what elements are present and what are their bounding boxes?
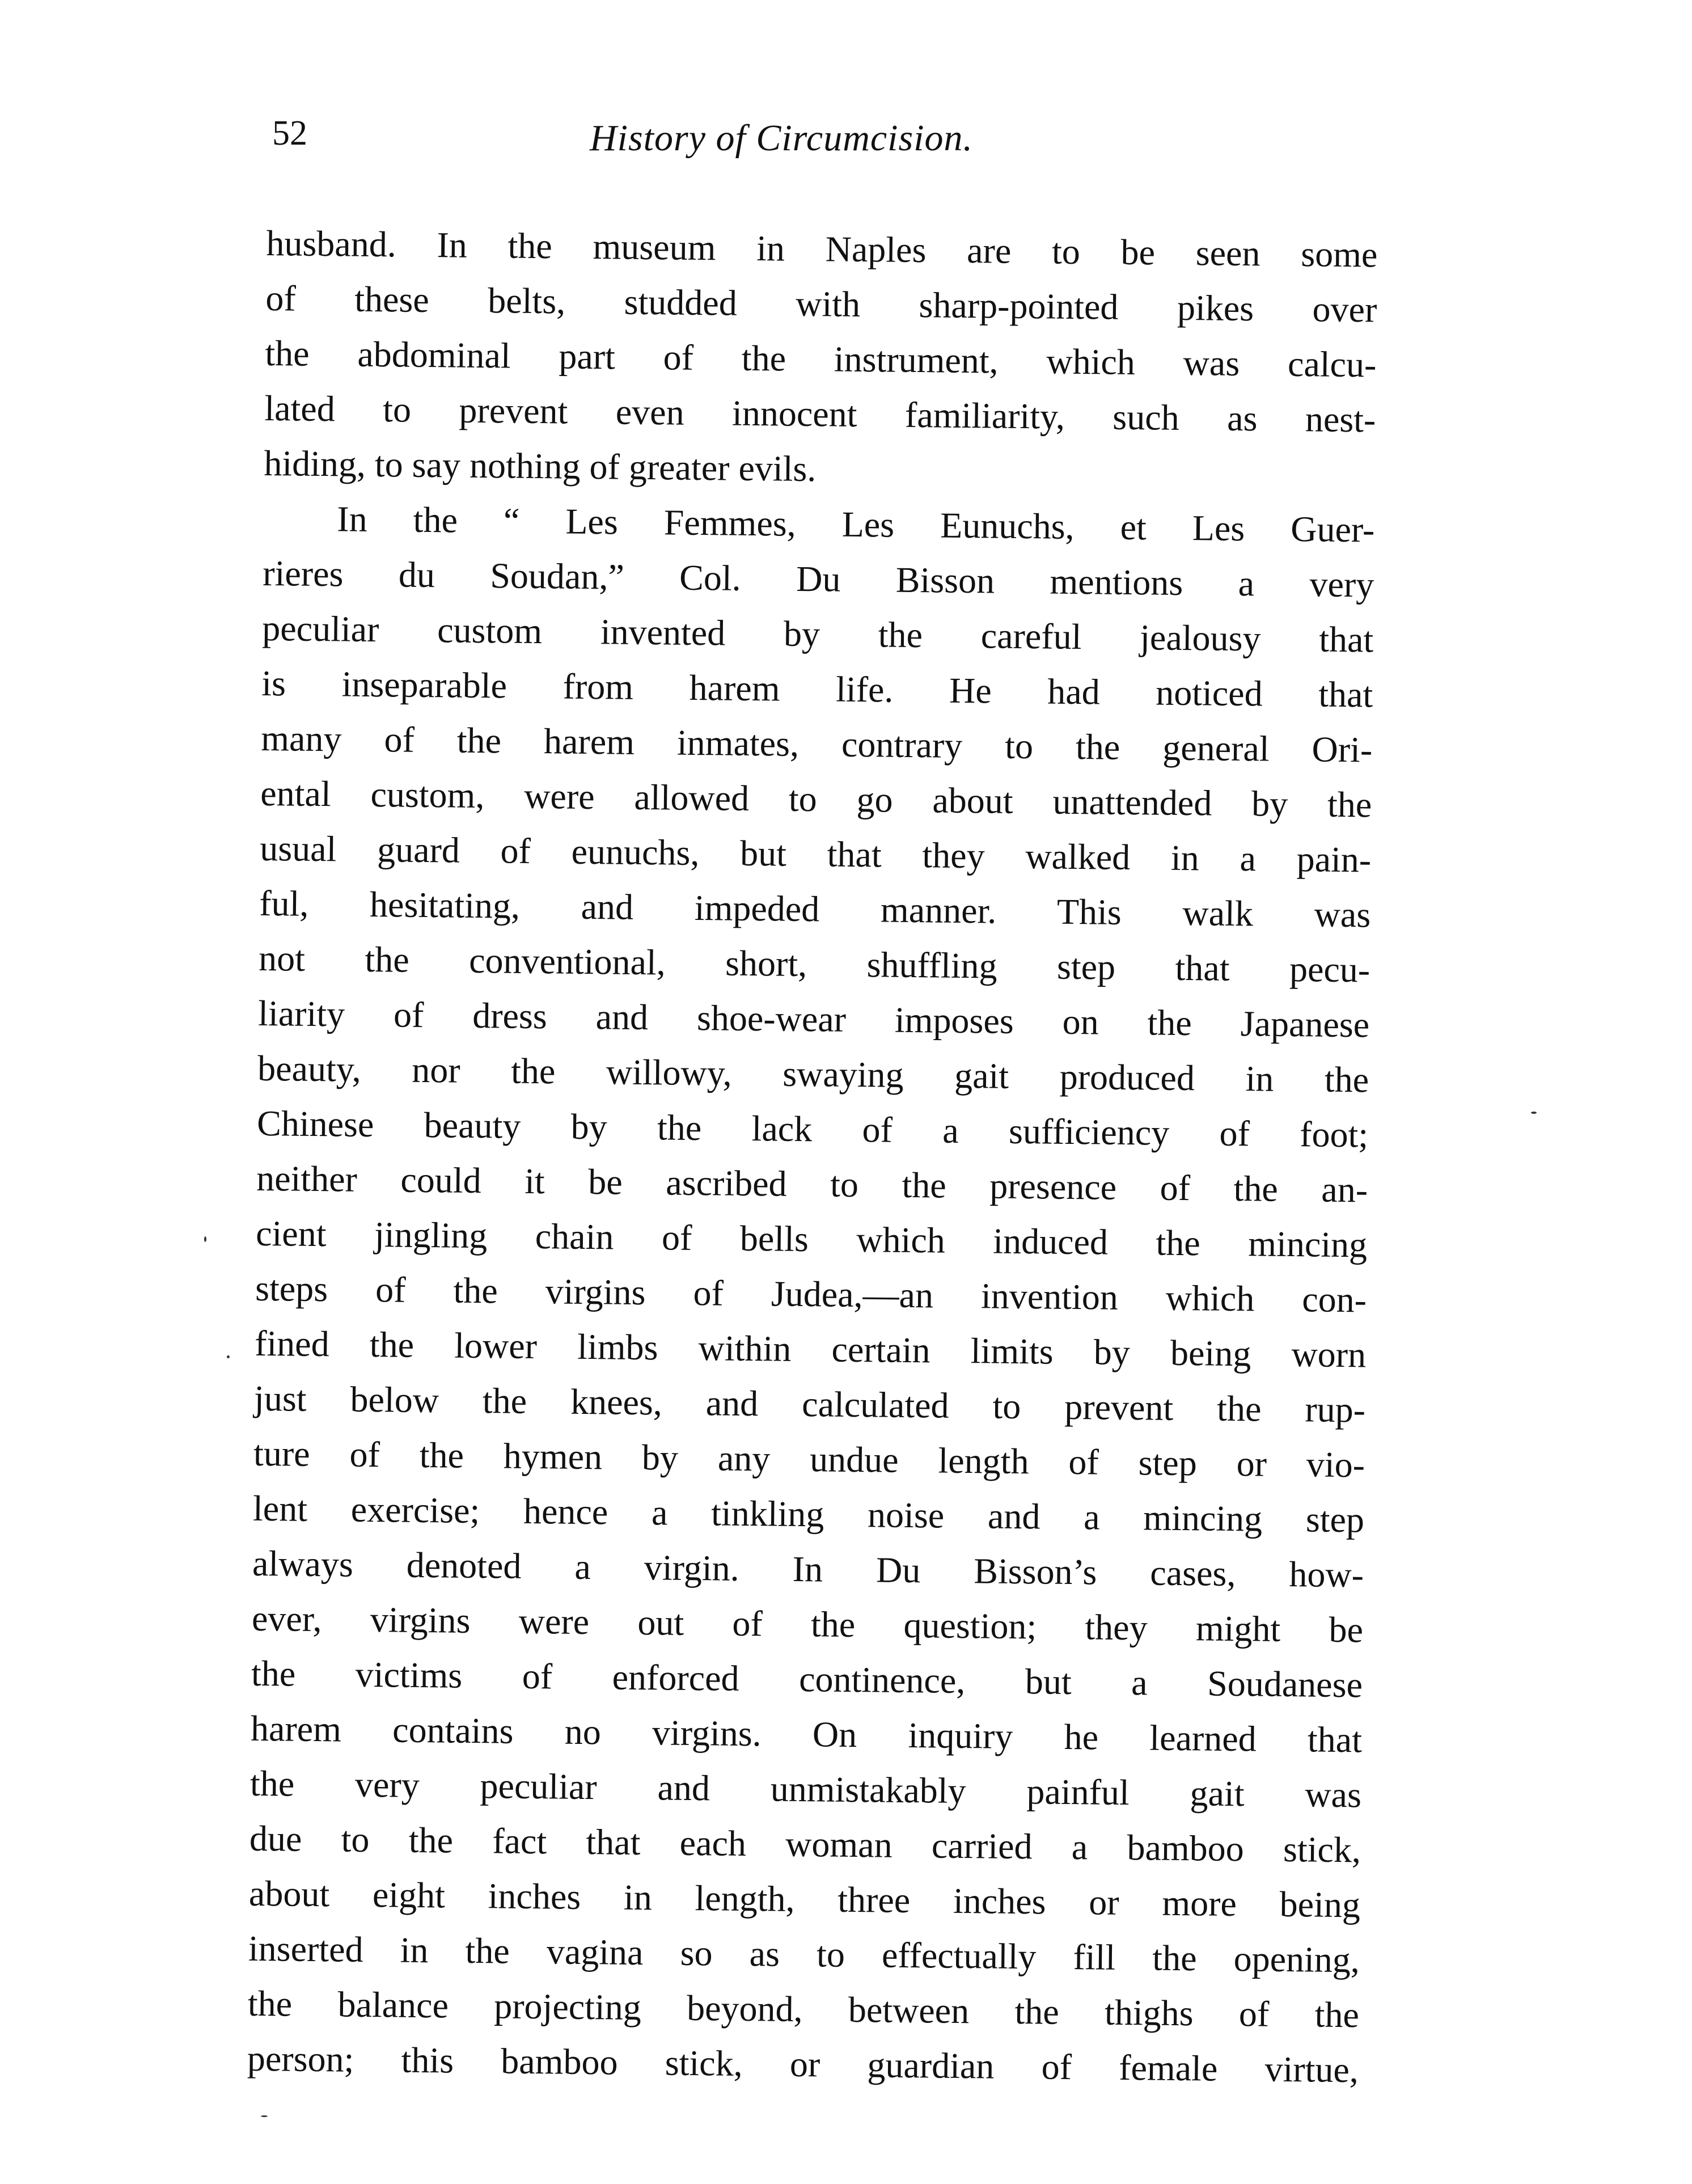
text-line: ture of the hymen by any undue length of step or vio-	[253, 1433, 1365, 1485]
text-line: ever, virgins were out of the question; they might be	[251, 1598, 1364, 1650]
text-line: lent exercise; hence a tinkling noise and a mincing step	[252, 1488, 1365, 1540]
text-line: hiding, to say nothing of greater evils.	[264, 442, 817, 489]
text-line: the victims of enforced continence, but a Soudanese	[251, 1653, 1363, 1705]
text-line: ful, hesitating, and impeded manner. This walk was	[259, 882, 1371, 935]
text-line: beauty, nor the willowy, swaying gait produced in the	[257, 1047, 1369, 1100]
text-line: fined the lower limbs within certain limits by being worn	[254, 1323, 1367, 1375]
text-line: usual guard of eunuchs, but that they walked in a pain-	[259, 827, 1372, 880]
text-line: liarity of dress and shoe-wear imposes on the Japanese	[257, 992, 1370, 1045]
text-line: In the “ Les Femmes, Les Eunuchs, et Les Guer-	[337, 499, 1375, 550]
text-line: the abdominal part of the instrument, which was calcu-	[265, 332, 1377, 385]
text-line: person; this bamboo stick, or guardian of female virtue,	[247, 2038, 1359, 2090]
text-line: the very peculiar and unmistakably painful gait was	[249, 1763, 1362, 1815]
text-line: Chinese beauty by the lack of a sufficiency of foot;	[256, 1102, 1369, 1155]
text-line: lated to prevent even innocent familiarity, such as nest-	[264, 387, 1376, 440]
body-text	[247, 216, 1377, 2097]
text-line: about eight inches in length, three inches or more being	[248, 1873, 1361, 1925]
text-line: husband. In the museum in Naples are to be seen some	[266, 222, 1378, 275]
running-head	[272, 113, 1406, 176]
scan-speck	[227, 1355, 230, 1358]
text-line: just below the knees, and calculated to prevent the rup-	[253, 1378, 1366, 1430]
text-line: rieres du Soudan,” Col. Du Bisson mentions a very	[263, 552, 1374, 605]
text-line: many of the harem inmates, contrary to the general Ori-	[260, 717, 1373, 770]
text-line: always denoted a virgin. In Du Bisson’s cases, how-	[252, 1543, 1364, 1595]
scan-speck	[1531, 1112, 1537, 1114]
text-line: harem contains no virgins. On inquiry he learned that	[250, 1708, 1363, 1760]
text-line: inserted in the vagina so as to effectually fill the opening,	[248, 1928, 1360, 1980]
page-number: 52	[272, 114, 307, 153]
text-line: not the conventional, short, shuffling step that pecu-	[258, 937, 1370, 990]
text-line: steps of the virgins of Judea,—an invention which con-	[255, 1268, 1367, 1320]
text-line: is inseparable from harem life. He had noticed that	[261, 662, 1373, 715]
running-title: History of Circumcision.	[590, 117, 974, 159]
text-line: due to the fact that each woman carried a bamboo stick,	[249, 1818, 1361, 1870]
scan-speck	[261, 2115, 268, 2117]
text-line: the balance projecting beyond, between the thighs of the	[247, 1983, 1360, 2035]
text-line: neither could it be ascribed to the presence of the an-	[256, 1158, 1368, 1210]
text-line: cient jingling chain of bells which induced the mincing	[255, 1213, 1368, 1265]
text-line: of these belts, studded with sharp-pointed pikes over	[265, 277, 1377, 330]
scan-speck	[204, 1236, 206, 1242]
text-line: ental custom, were allowed to go about unattended by the	[260, 772, 1372, 825]
text-line: peculiar custom invented by the careful jealousy that	[262, 607, 1374, 660]
